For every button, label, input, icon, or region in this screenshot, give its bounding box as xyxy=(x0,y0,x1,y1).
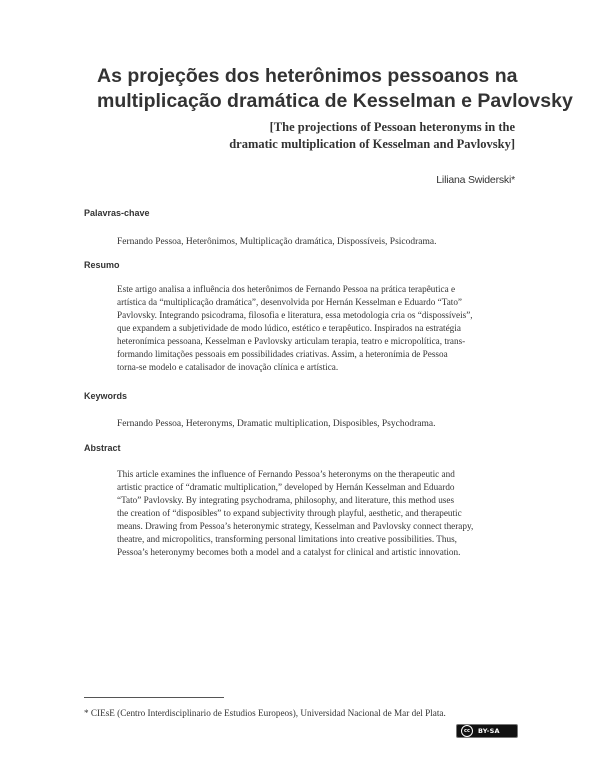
resumo-line: Pavlovsky. Integrando psicodrama, filosofia e literatura, essa metodologia cria os “dispossíveis”, xyxy=(117,310,473,320)
article-title-line-1: As projeções dos heterônimos pessoanos na xyxy=(97,65,518,87)
abstract-paragraph xyxy=(117,468,518,559)
resumo-line: formando limitações pessoais em possibilidades criativas. Assim, a heteronímia de Pessoa xyxy=(117,349,448,359)
abstract-line: “Tato” Pavlovsky. By integrating psychodrama, philosophy, and literature, this method uses xyxy=(117,495,455,505)
abstract-line: means. Drawing from Pessoa’s heteronymic strategy, Kesselman and Pavlovsky connect therapy, xyxy=(117,521,474,531)
resumo-line: que expandem a subjetividade de modo lúdico, estético e terapêutico. Inspirados na estratégia xyxy=(117,323,461,333)
resumo-line: heteronímica pessoana, Kesselman e Pavlovsky articulam terapia, teatro e micropolítica, trans- xyxy=(117,336,466,346)
article-subtitle-line-2: dramatic multiplication of Kesselman and Pavlovsky] xyxy=(229,137,515,151)
keywords-text: Fernando Pessoa, Heteronyms, Dramatic multiplication, Disposibles, Psychodrama. xyxy=(117,419,436,429)
creative-commons-icon: cc xyxy=(461,725,473,737)
abstract-line: This article examines the influence of Fernando Pessoa’s heteronyms on the therapeutic and xyxy=(117,469,455,479)
abstract-line: Pessoa’s heteronymy becomes both a model and a catalyst for clinical and artistic innovation. xyxy=(117,547,461,557)
palavras-chave-heading: Palavras-chave xyxy=(84,208,150,218)
abstract-line: the creation of “disposibles” to expand subjectivity through playful, aesthetic, and therapeutic xyxy=(117,508,462,518)
palavras-chave-text: Fernando Pessoa, Heterônimos, Multiplicação dramática, Dispossíveis, Psicodrama. xyxy=(117,237,437,247)
resumo-paragraph xyxy=(117,283,518,374)
article-title xyxy=(97,64,573,114)
license-label: BY-SA xyxy=(478,727,500,735)
abstract-heading: Abstract xyxy=(84,443,121,453)
author-name: Liliana Swiderski* xyxy=(436,174,515,186)
footnote-divider xyxy=(84,697,224,698)
article-subtitle xyxy=(95,119,515,153)
article-subtitle-line-1: [The projections of Pessoan heteronyms in the xyxy=(269,120,515,134)
resumo-line: Este artigo analisa a influência dos heterônimos de Fernando Pessoa na prática terapêutica e xyxy=(117,284,456,294)
resumo-heading: Resumo xyxy=(84,260,120,270)
abstract-line: theatre, and micropolitics, transforming personal limitations into creative possibilities. Thus, xyxy=(117,534,457,544)
author-affiliation-footnote: * CIEsE (Centro Interdisciplinario de Estudios Europeos), Universidad Nacional de Mar del Plata. xyxy=(84,708,446,718)
resumo-line: torna-se modelo e catalisador de inovação clínica e artística. xyxy=(117,362,339,372)
abstract-line: artistic practice of “dramatic multiplication,” developed by Hernán Kesselman and Eduardo xyxy=(117,482,455,492)
cc-license-icon[interactable] xyxy=(456,724,518,738)
resumo-line: artística da “multiplicação dramática”, desenvolvida por Hernán Kesselman e Eduardo “Tato” xyxy=(117,297,463,307)
article-title-line-2: multiplicação dramática de Kesselman e Pavlovsky xyxy=(97,90,573,112)
keywords-heading: Keywords xyxy=(84,391,128,401)
